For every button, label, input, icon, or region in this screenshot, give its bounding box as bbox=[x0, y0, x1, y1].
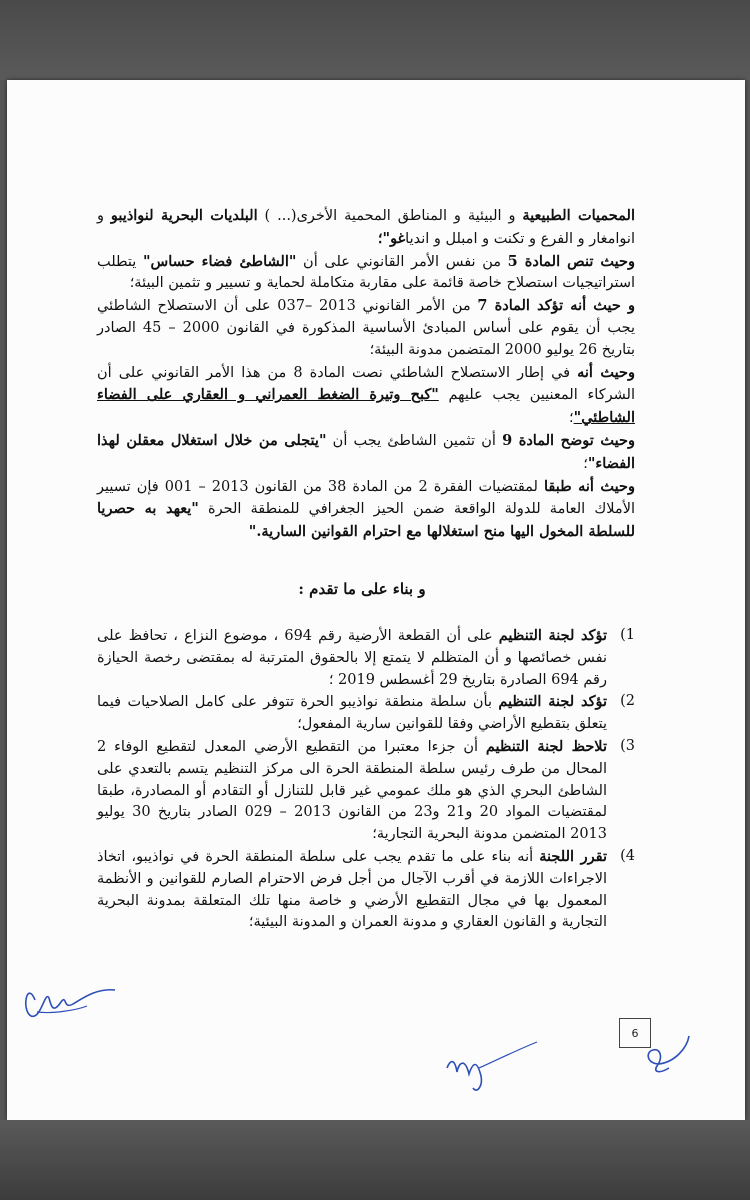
underlined-quote: "كبح وتيرة الضغط العمراني و العقاري على الفضاء الشاطئي" bbox=[97, 386, 635, 427]
decision-number: 3) bbox=[620, 737, 635, 754]
consideration-paragraph: و حيث أنه تؤكد المادة 7 من الأمر القانوني 2013 –037 على أن الاستصلاح الشاطئي يجب أن يقوم على أساس المبادئ الأساسية المذكورة في القانون 2000 – 45 الصادر بتاريخ 26 يوليو 2000 المتضمن مدونة البيئة؛ bbox=[97, 297, 636, 358]
viewer-top-bar bbox=[0, 0, 750, 80]
decision-number: 1) bbox=[620, 627, 635, 643]
decision-bold-lead: تقرر اللجنة bbox=[539, 847, 607, 865]
paragraph-bold-lead: وحيث تنص المادة 5 bbox=[507, 252, 636, 270]
paragraph-bold-lead: المحميات الطبيعية bbox=[522, 207, 635, 224]
decision-bold-lead: تؤكد لجنة التنظيم bbox=[498, 693, 607, 711]
page-number-box: 6 bbox=[619, 1018, 651, 1048]
decision-item: 3) تلاحظ لجنة التنظيم أن جزءا معتبرا من التقطيع الأرضي المعدل لتقطيع الوفاء 2 المحال من طرف رئيس سلطة المنطقة الحرة الى مركز التنظيم يتسم بالتعدي على الشاطئ البحري الذي هو ملك عمومي غير قابل للتنازل أو التقادم أو المصادرة، طبقا لمقتضيات المواد 20 و21 و23 من القانون 2013 – 029 الصادر بتاريخ 30 يوليو 2013 المتضمن مدونة البحرية التجارية؛ bbox=[97, 737, 635, 843]
signature-middle bbox=[437, 1038, 547, 1098]
decision-bold-lead: تؤكد لجنة التنظيم bbox=[498, 627, 607, 644]
decisions-list bbox=[97, 625, 635, 934]
consideration-paragraph: وحيث أنه في إطار الاستصلاح الشاطئي نصت المادة 8 من هذا الأمر القانوني على أن الشركاء المعنيين يجب عليهم "كبح وتيرة الضغط العمراني و العقاري على الفضاء الشاطئي"؛ bbox=[97, 363, 636, 427]
decision-number: 2) bbox=[620, 693, 635, 710]
document-page bbox=[7, 80, 745, 1120]
paragraph-bold-lead: وحيث أنه bbox=[577, 363, 636, 381]
paragraph-bold-lead: وحيث أنه طبقا bbox=[544, 477, 635, 495]
section-heading: و بناء على ما تقدم : bbox=[298, 580, 426, 598]
decision-item: 4) تقرر اللجنة أنه بناء على ما تقدم يجب على سلطة المنطقة الحرة في نواذيبو، اتخاذ الاجراءات اللازمة في أقرب الآجال من أجل فرض الاحترام الصارم للقوانين و الأنظمة المعمول بها في مجال التقطيع الأرضي و خاصة منها تلك المتعلقة بمدونة البحرية التجارية و القانون العقاري و مدونة العمران و المدونة البيئية؛ bbox=[97, 847, 635, 931]
paragraph-bold-lead: وحيث توضح المادة 9 bbox=[502, 431, 635, 449]
signature-left bbox=[17, 970, 127, 1030]
consideration-paragraph: وحيث تنص المادة 5 من نفس الأمر القانوني على أن "الشاطئ فضاء حساس" يتطلب استراتيجيات استصلاح خاصة قائمة على مقاربة متكاملة لحماية و تسيير و تثمين البيئة؛ bbox=[97, 252, 636, 292]
decision-item: 2) تؤكد لجنة التنظيم بأن سلطة منطقة نواذيبو الحرة تتوفر على كامل الصلاحيات فيما يتعلق بتقطيع الأراضي وفقا للقوانين سارية المفعول؛ bbox=[97, 693, 635, 733]
consideration-paragraph: وحيث توضح المادة 9 أن تثمين الشاطئ يجب أن "يتجلى من خلال استغلال معقلن لهذا الفضاء"؛ bbox=[97, 431, 635, 472]
consideration-paragraph: وحيث أنه طبقا لمقتضيات الفقرة 2 من المادة 38 من القانون 2013 – 001 فإن تسيير الأملاك العامة للدولة الواقعة ضمن الحيز الجغرافي للمنطقة الحرة "يعهد به حصريا للسلطة المخول اليها منح استغلالها مع احترام القوانين السارية." bbox=[97, 477, 635, 541]
consideration-paragraph: المحميات الطبيعية و البيئية و المناطق المحمية الأخرى(... ) البلديات البحرية لنواذيبو و انوامغار و الفرع و تكنت و امبلل و اندياغو"؛ bbox=[97, 207, 635, 247]
paragraph-bold-lead: و حيث أنه تؤكد المادة 7 bbox=[477, 297, 636, 315]
viewer-bottom-bar bbox=[0, 1120, 750, 1200]
decision-item: 1) تؤكد لجنة التنظيم على أن القطعة الأرضية رقم 694 ، موضوع النزاع ، تحافظ على نفس خصائصها و أن المتظلم لا يتمتع إلا بالحقوق المترتبة له بمقتضى رخصة الحيازة رقم 694 الصادرة بتاريخ 29 أغسطس 2019 ؛ bbox=[97, 627, 635, 688]
decision-number: 4) bbox=[620, 847, 635, 864]
considerations-section bbox=[97, 205, 635, 544]
decision-bold-lead: تلاحظ لجنة التنظيم bbox=[485, 737, 607, 755]
